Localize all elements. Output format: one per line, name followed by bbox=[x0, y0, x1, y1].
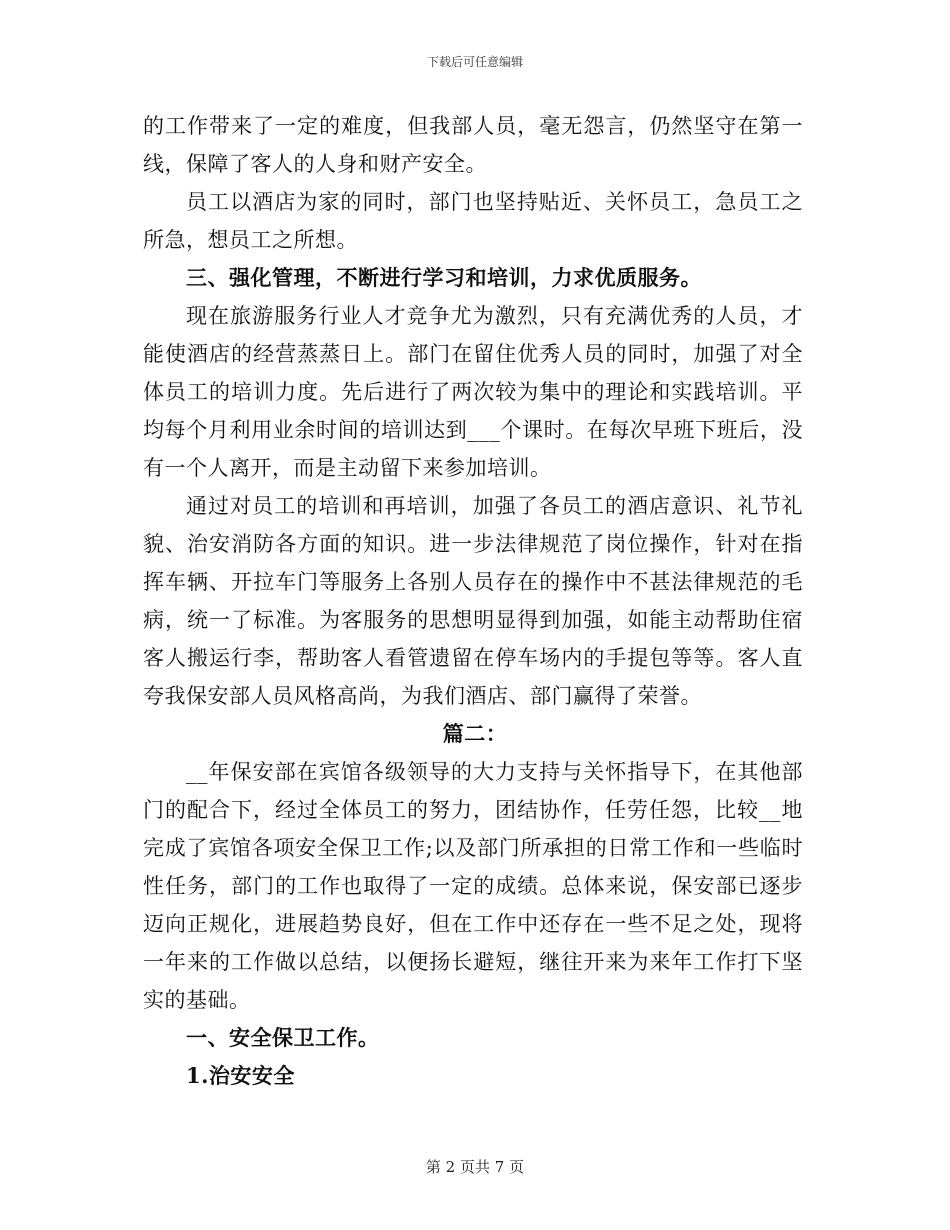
body-line: 夸我保安部人员风格高尚，为我们酒店、部门赢得了荣誉。 bbox=[143, 684, 702, 708]
body-line: 线，保障了客人的人身和财产安全。 bbox=[143, 152, 487, 176]
body-line: 门的配合下，经过全体员工的努力，团结协作，任劳任怨，比较__地 bbox=[143, 798, 803, 822]
body-line: 实的基础。 bbox=[143, 988, 251, 1012]
body-line: 一年来的工作做以总结，以便扬长避短，继往开来为来年工作打下坚 bbox=[143, 950, 803, 974]
body-line: 有一个人离开，而是主动留下来参加培训。 bbox=[143, 456, 552, 480]
body-line: 现在旅游服务行业人才竞争尤为激烈，只有充满优秀的人员，才 bbox=[186, 304, 803, 328]
page-footer: 第 2 页共 7 页 bbox=[425, 1158, 525, 1176]
body-line: 挥车辆、开拉车门等服务上各别人员存在的操作中不甚法律规范的毛 bbox=[143, 570, 803, 594]
body-line: 客人搬运行李，帮助客人看管遗留在停车场内的手提包等等。客人直 bbox=[143, 646, 803, 670]
body-line: 迈向正规化，进展趋势良好，但在工作中还存在一些不足之处，现将 bbox=[143, 912, 803, 936]
section-heading: 三、强化管理，不断进行学习和培训，力求优质服务。 bbox=[186, 265, 702, 290]
body-line: 完成了宾馆各项安全保卫工作;以及部门所承担的日常工作和一些临时 bbox=[143, 836, 803, 860]
page-header: 下载后可任意编辑 bbox=[426, 55, 523, 69]
body-line: 员工以酒店为家的同时，部门也坚持贴近、关怀员工，急员工之 bbox=[186, 190, 803, 214]
body-line: 通过对员工的培训和再培训，加强了各员工的酒店意识、礼节礼 bbox=[186, 494, 803, 518]
body-line: 能使酒店的经营蒸蒸日上。部门在留住优秀人员的同时，加强了对全 bbox=[143, 342, 803, 366]
subsection-heading: 1.治安安全 bbox=[186, 1063, 295, 1088]
part-heading: 篇二： bbox=[442, 721, 508, 746]
body-line: 性任务，部门的工作也取得了一定的成绩。总体来说，保安部已逐步 bbox=[143, 874, 803, 898]
body-line: 所急，想员工之所想。 bbox=[143, 228, 358, 252]
body-line: __年保安部在宾馆各级领导的大力支持与关怀指导下，在其他部 bbox=[186, 760, 803, 784]
body-line: 均每个月利用业余时间的培训达到___个课时。在每次早班下班后，没 bbox=[143, 418, 803, 442]
body-line: 貌、治安消防各方面的知识。进一步法律规范了岗位操作，针对在指 bbox=[143, 532, 803, 556]
body-line: 的工作带来了一定的难度，但我部人员，毫无怨言，仍然坚守在第一 bbox=[143, 114, 803, 138]
body-line: 病，统一了标准。为客服务的思想明显得到加强，如能主动帮助住宿 bbox=[143, 608, 803, 632]
body-line: 体员工的培训力度。先后进行了两次较为集中的理论和实践培训。平 bbox=[143, 380, 803, 404]
section-heading: 一、安全保卫工作。 bbox=[186, 1025, 380, 1050]
